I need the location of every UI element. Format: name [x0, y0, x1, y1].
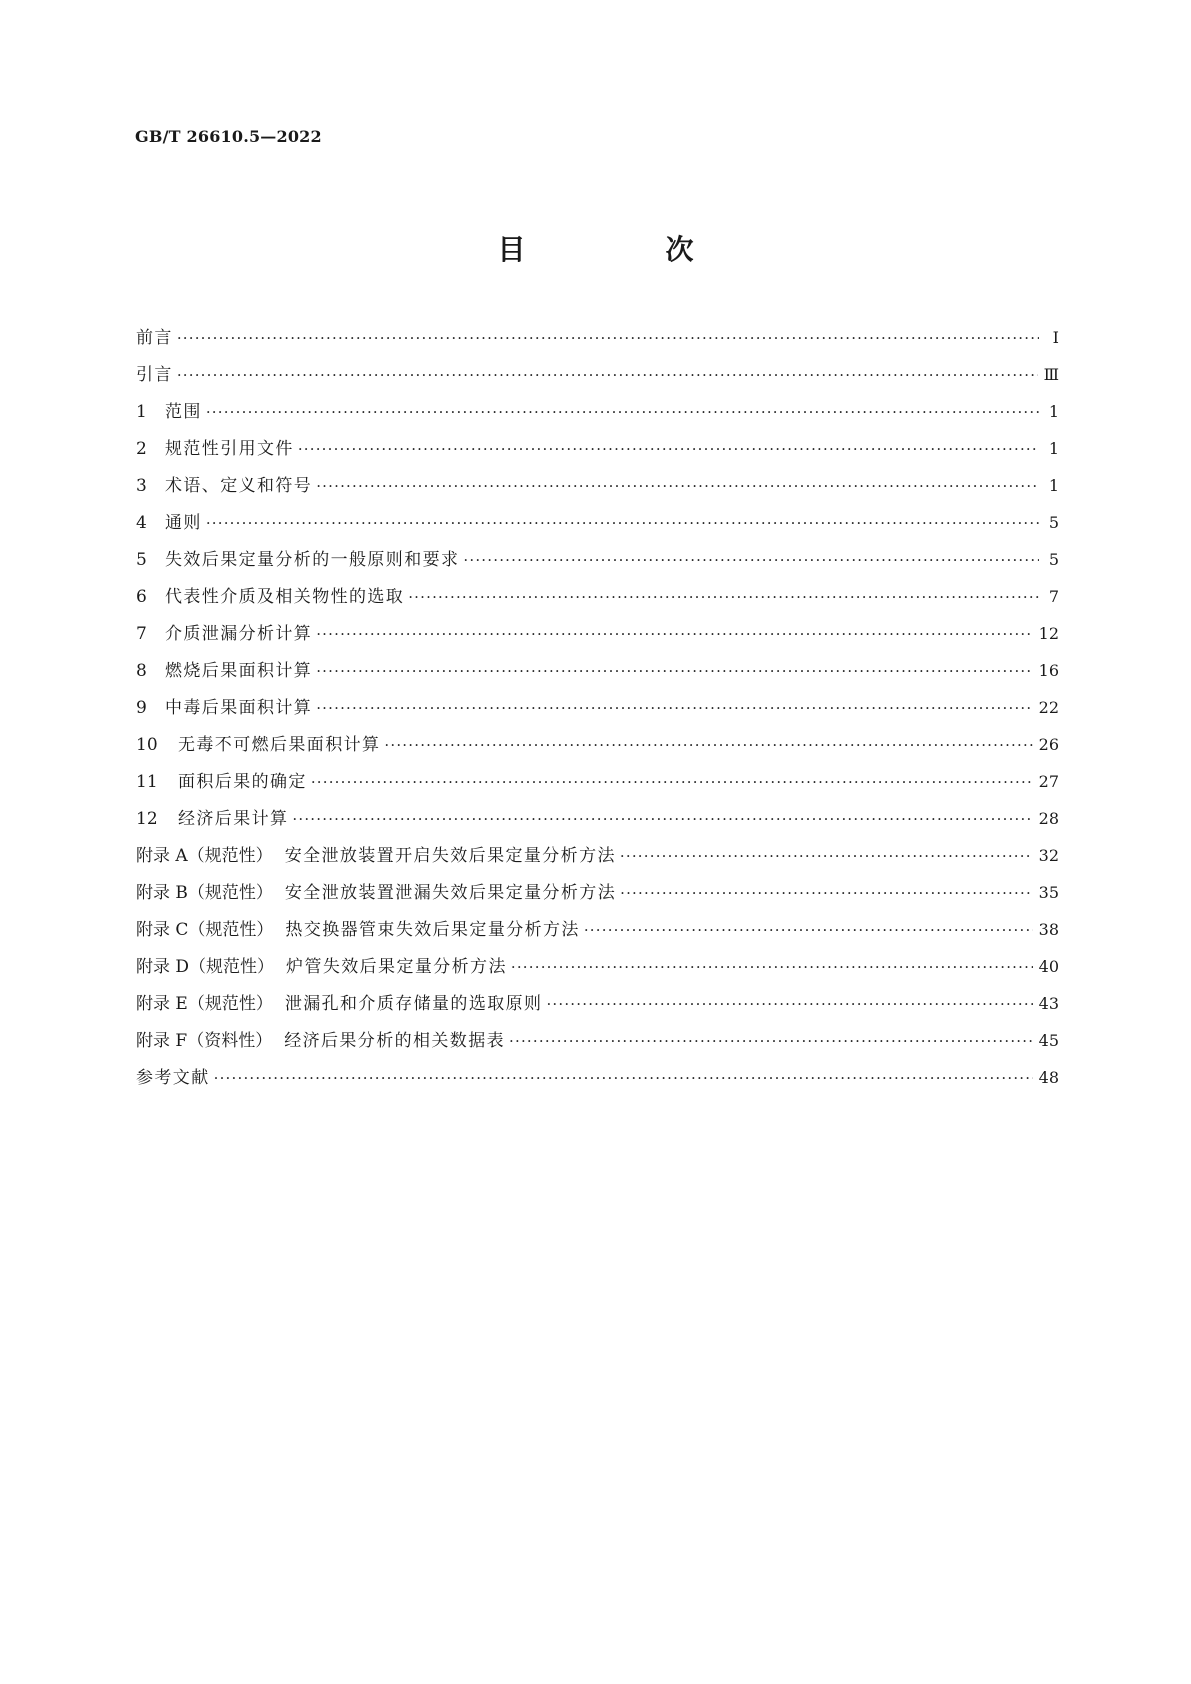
- toc-entry-label: [136, 882, 616, 904]
- toc-entry-title: 介质泄漏分析计算: [165, 624, 313, 644]
- toc-section-number: 11: [136, 772, 158, 792]
- toc-leader-dots: [316, 697, 1032, 719]
- toc-page-number: 48: [1038, 1068, 1059, 1087]
- toc-entry-label: [136, 586, 404, 608]
- toc-entry[interactable]: [136, 660, 1059, 697]
- toc-entry[interactable]: [136, 1030, 1059, 1067]
- toc-page-number: 35: [1038, 883, 1059, 902]
- toc-entry-title: 通则: [165, 513, 202, 533]
- toc-entry[interactable]: [136, 808, 1059, 845]
- toc-appendix-label: 附录 E（规范性）: [136, 994, 273, 1014]
- toc-page-number: 27: [1038, 772, 1059, 791]
- standard-code: [135, 127, 322, 146]
- toc-leader-dots: [316, 623, 1032, 645]
- toc-entry-label: [136, 1030, 505, 1052]
- toc-page-number: 1: [1048, 476, 1059, 495]
- toc-page-number: 45: [1038, 1031, 1059, 1050]
- toc-section-number: 1: [136, 402, 147, 422]
- standard-number: 26610.5—2022: [186, 127, 322, 146]
- toc-leader-dots: [177, 364, 1038, 386]
- toc-leader-dots: [214, 1067, 1033, 1089]
- toc-leader-dots: [620, 845, 1033, 867]
- toc-appendix-label: 附录 B（规范性）: [136, 883, 273, 903]
- toc-entry[interactable]: [136, 993, 1059, 1030]
- toc-entry[interactable]: [136, 845, 1059, 882]
- toc-entry-title: 经济后果分析的相关数据表: [284, 1031, 506, 1051]
- toc-page-number: Ⅰ: [1052, 328, 1059, 347]
- toc-entry[interactable]: [136, 438, 1059, 475]
- toc-entry[interactable]: [136, 919, 1059, 956]
- toc-entry[interactable]: [136, 401, 1059, 438]
- toc-entry[interactable]: [136, 364, 1059, 401]
- toc-page-number: 12: [1038, 624, 1059, 643]
- toc-entry-label: [136, 734, 380, 756]
- toc-entry-label: [136, 475, 312, 497]
- toc-leader-dots: [292, 808, 1032, 830]
- toc-section-number: 4: [136, 513, 147, 533]
- toc-entry[interactable]: [136, 771, 1059, 808]
- toc-entry-label: [136, 549, 459, 571]
- toc-leader-dots: [463, 549, 1039, 571]
- toc-entry-title: 前言: [136, 328, 173, 348]
- toc-section-number: 3: [136, 476, 147, 496]
- toc-appendix-label: 附录 F（资料性）: [136, 1031, 273, 1051]
- toc-entry[interactable]: [136, 327, 1059, 364]
- toc-page-number: Ⅲ: [1043, 365, 1059, 384]
- toc-entry-title: 热交换器管束失效后果定量分析方法: [285, 920, 580, 940]
- toc-entry[interactable]: [136, 734, 1059, 771]
- toc-entry-title: 无毒不可燃后果面积计算: [178, 735, 381, 755]
- toc-entry-label: [136, 845, 616, 867]
- toc-entry-title: 面积后果的确定: [178, 772, 307, 792]
- toc-section-number: 6: [136, 587, 147, 607]
- toc-page-number: 1: [1048, 439, 1059, 458]
- toc-entry-title: 泄漏孔和介质存储量的选取原则: [284, 994, 543, 1014]
- toc-entry-label: [136, 919, 580, 941]
- toc-entry-title: 炉管失效后果定量分析方法: [286, 957, 507, 977]
- toc-leader-dots: [384, 734, 1032, 756]
- toc-section-number: 8: [136, 661, 147, 681]
- toc-entry-title: 安全泄放装置开启失效后果定量分析方法: [284, 846, 616, 866]
- toc-page-number: 7: [1048, 587, 1059, 606]
- toc-entry-title: 术语、定义和符号: [165, 476, 313, 496]
- toc-entry-title: 代表性介质及相关物性的选取: [165, 587, 405, 607]
- toc-entry-label: [136, 771, 307, 793]
- toc-entry-title: 安全泄放装置泄漏失效后果定量分析方法: [284, 883, 617, 903]
- toc-entry[interactable]: [136, 623, 1059, 660]
- toc-entry-label: [136, 512, 202, 534]
- toc-leader-dots: [206, 401, 1039, 423]
- toc-section-number: 5: [136, 550, 147, 570]
- toc-page-number: 22: [1038, 698, 1059, 717]
- toc-leader-dots: [316, 475, 1039, 497]
- toc-page-number: 38: [1038, 920, 1059, 939]
- toc-entry[interactable]: [136, 512, 1059, 549]
- toc-page-number: 28: [1038, 809, 1059, 828]
- toc-entry-title: 范围: [165, 402, 202, 422]
- toc-page-number: 43: [1038, 994, 1059, 1013]
- toc-leader-dots: [511, 956, 1033, 978]
- toc-entry[interactable]: [136, 956, 1059, 993]
- toc-section-number: 2: [136, 439, 147, 459]
- toc-entry-title: 参考文献: [136, 1068, 210, 1088]
- toc-entry-title: 失效后果定量分析的一般原则和要求: [165, 550, 460, 570]
- toc-entry-label: [136, 660, 312, 682]
- toc-entry-label: [136, 956, 507, 978]
- toc-appendix-label: 附录 C（规范性）: [136, 920, 274, 940]
- toc-leader-dots: [620, 882, 1033, 904]
- toc-leader-dots: [298, 438, 1039, 460]
- toc-leader-dots: [311, 771, 1033, 793]
- toc-entry[interactable]: [136, 1067, 1059, 1104]
- toc-section-number: 10: [136, 735, 158, 755]
- toc-entry[interactable]: [136, 586, 1059, 623]
- page-title: 目 次: [497, 233, 750, 266]
- toc-page-number: 16: [1038, 661, 1059, 680]
- toc-page-number: 32: [1038, 846, 1059, 865]
- toc-entry[interactable]: [136, 882, 1059, 919]
- toc-page-number: 5: [1048, 550, 1059, 569]
- toc-page-number: 26: [1038, 735, 1059, 754]
- toc-page-number: 1: [1048, 402, 1059, 421]
- toc-entry-label: [136, 327, 173, 349]
- toc-entry[interactable]: [136, 697, 1059, 734]
- toc-entry-label: [136, 438, 294, 460]
- toc-entry[interactable]: [136, 475, 1059, 512]
- toc-page-number: 40: [1038, 957, 1059, 976]
- toc-entry-title: 经济后果计算: [178, 809, 289, 829]
- toc-leader-dots: [546, 993, 1032, 1015]
- toc-leader-dots: [509, 1030, 1033, 1052]
- toc-page-number: 5: [1048, 513, 1059, 532]
- toc-leader-dots: [177, 327, 1039, 349]
- toc-leader-dots: [584, 919, 1033, 941]
- toc-entry-title: 燃烧后果面积计算: [165, 661, 313, 681]
- toc-entry-title: 规范性引用文件: [165, 439, 294, 459]
- table-of-contents: [136, 327, 1059, 1104]
- toc-leader-dots: [206, 512, 1039, 534]
- toc-leader-dots: [316, 660, 1032, 682]
- toc-entry-title: 引言: [136, 365, 173, 385]
- standard-prefix: GB/T: [135, 127, 181, 146]
- toc-entry-label: [136, 401, 202, 423]
- toc-entry-label: [136, 697, 312, 719]
- toc-section-number: 9: [136, 698, 147, 718]
- toc-entry-label: [136, 623, 312, 645]
- toc-section-number: 12: [136, 809, 158, 829]
- toc-entry-label: [136, 808, 288, 830]
- toc-entry-label: [136, 993, 542, 1015]
- toc-entry-label: [136, 1067, 210, 1089]
- toc-entry-label: [136, 364, 173, 386]
- toc-entry[interactable]: [136, 549, 1059, 586]
- toc-appendix-label: 附录 D（规范性）: [136, 957, 275, 977]
- toc-leader-dots: [408, 586, 1039, 608]
- toc-section-number: 7: [136, 624, 147, 644]
- toc-appendix-label: 附录 A（规范性）: [136, 846, 273, 866]
- toc-entry-title: 中毒后果面积计算: [165, 698, 313, 718]
